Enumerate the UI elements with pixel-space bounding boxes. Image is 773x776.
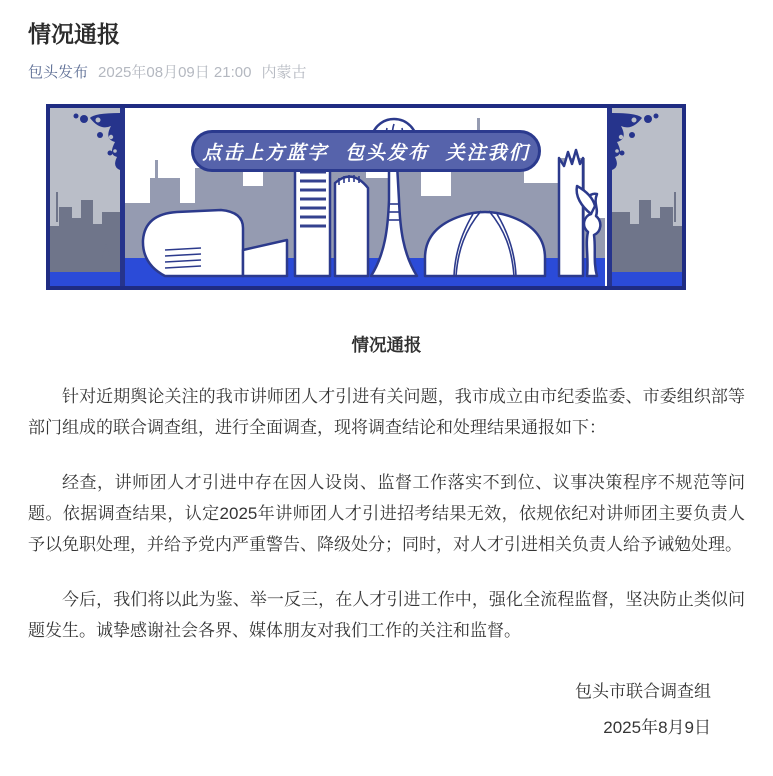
publish-location: 内蒙古 bbox=[261, 64, 307, 82]
byline bbox=[28, 61, 745, 82]
body-heading: 情况通报 bbox=[351, 335, 422, 356]
article-title: 情况通报 bbox=[28, 21, 120, 47]
banner-left-panel bbox=[50, 108, 120, 286]
banner-slogan-pill: 点击上方蓝字 包头发布 关注我们 bbox=[191, 130, 541, 172]
paragraph-3: 今后，我们将以此为鉴、举一反三，在人才引进工作中，强化全流程监督，坚决防止类似问题发生。诚挚感谢社会各界、媒体朋友对我们工作的关注和监督。 bbox=[28, 590, 745, 641]
right-corner-ornament-and-skyline bbox=[612, 108, 682, 286]
banner-right-panel bbox=[612, 108, 682, 286]
paragraph-1: 针对近期舆论关注的我市讲师团人才引进有关问题，我市成立由市纪委监委、市委组织部等部门组成的联合调查组，进行全面调查，现将调查结论和处理结果通报如下： bbox=[28, 387, 745, 438]
signature-org: 包头市联合调查组 bbox=[575, 682, 711, 702]
left-corner-ornament-and-skyline bbox=[50, 108, 120, 286]
article-body bbox=[28, 332, 745, 746]
banner-image[interactable] bbox=[46, 104, 686, 290]
account-name-link[interactable]: 包头发布 bbox=[28, 64, 89, 82]
signature-block bbox=[28, 674, 745, 746]
signature-date: 2025年8月9日 bbox=[603, 718, 711, 738]
banner-center-panel bbox=[125, 108, 607, 286]
publish-time: 2025年08月09日 21:00 bbox=[98, 64, 252, 82]
paragraph-2: 经查，讲师团人才引进中存在因人设岗、监督工作落实不到位、议事决策程序不规范等问题。依据调查结果，认定2025年讲师团人才引进招考结果无效，依规依纪对讲师团主要负责人予以免职处理，并给予党内严重警告、降级处分；同时，对人才引进相关负责人给予诫勉处理。 bbox=[28, 473, 745, 555]
